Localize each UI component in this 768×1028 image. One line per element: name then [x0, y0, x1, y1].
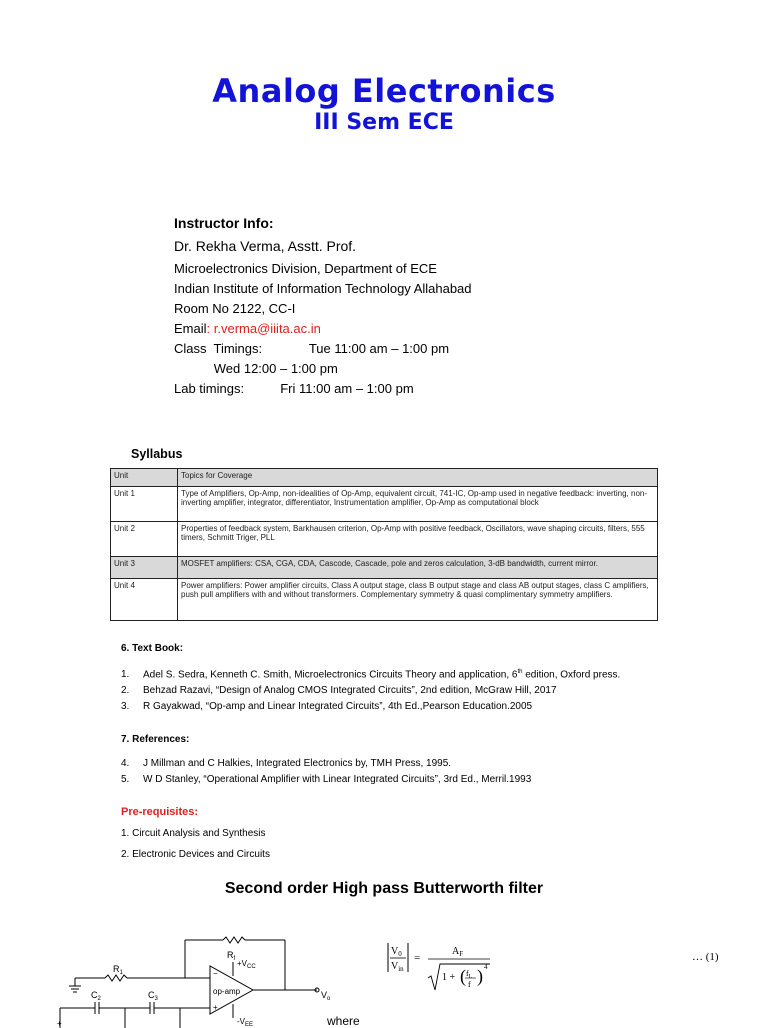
class-timings: Class Timings: Tue 11:00 am – 1:00 pm: [174, 341, 450, 356]
equals-sign: =: [414, 952, 421, 964]
filter-circuit-diagram: [55, 928, 355, 1028]
instructor-heading: Instructor Info:: [174, 215, 274, 231]
instructor-room: Room No 2122, CC-I: [174, 301, 296, 316]
table-row: [111, 522, 658, 557]
table-row: [111, 579, 658, 621]
page-title: Analog Electronics: [212, 72, 556, 110]
rhs-numerator: $A_F$: [452, 946, 464, 958]
syllabus-heading: Syllabus: [131, 447, 183, 461]
table-cell-topics: Power amplifiers: Power amplifier circuits, Class A output stage, class B output stage and class AB output stages, class C amplifiers, push pull amplifiers with and without transformers. Complementary symmetry & quasi complimentary symmetry amplifiers.: [178, 579, 658, 621]
table-cell-unit: Unit 3: [111, 557, 178, 579]
capacitor-chain: [60, 1002, 210, 1028]
r1-label: $R_1$: [113, 964, 123, 976]
opamp-label: op-amp: [213, 987, 241, 996]
textbook-heading: 6. Text Book:: [121, 643, 184, 654]
table-cell-topics: Type of Amplifiers, Op-Amp, non-idealities of Op-Amp, equivalent circuit, 741-IC, Op-amp used in negative feedback: inverting, non-inverting amplifier, integrator, differentiator, Instrumentation amplifier, Op-Amp as computational block: [178, 487, 658, 522]
table-cell-topics: Properties of feedback system, Barkhausen criterion, Op-Amp with positive feedback, Oscillators, wave shaping circuits, filters, 555 timers, Schmitt Triger, PLL: [178, 522, 658, 557]
list-item-number: 5.: [121, 774, 130, 785]
lhs-numerator: $V_0$: [391, 946, 402, 958]
list-item-number: 4.: [121, 758, 130, 769]
email-label: Email: [174, 321, 207, 336]
email-link[interactable]: : r.verma@iiita.ac.in: [206, 321, 321, 336]
table-cell-unit: Unit 1: [111, 487, 178, 522]
opamp-plus-label: +: [213, 1003, 218, 1012]
list-item-text: R Gayakwad, “Op-amp and Linear Integrated Circuits”, 4th Ed.,Pearson Education.2005: [143, 701, 533, 713]
syllabus-table: [110, 468, 658, 621]
lab-timings: Lab timings: Fri 11:00 am – 1:00 pm: [174, 381, 414, 396]
f-term: f: [468, 980, 471, 989]
list-item-text: Adel S. Sedra, Kenneth C. Smith, Microelectronics Circuits Theory and application, 6: [143, 669, 518, 681]
paren-left: (: [460, 966, 466, 986]
c2-label: $C_2$: [91, 990, 101, 1002]
list-item: [121, 683, 620, 699]
filter-title: Second order High pass Butterworth filter: [224, 880, 544, 897]
feedback-wire: [185, 937, 285, 990]
prerequisite-item: 2. Electronic Devices and Circuits: [121, 849, 270, 860]
vo-label: $V_o$: [321, 990, 331, 1002]
list-item-number: 1.: [121, 669, 130, 681]
instructor-division: Microelectronics Division, Department of ECE: [174, 261, 437, 276]
table-row: [111, 487, 658, 522]
input-plus-label: +: [57, 1019, 62, 1028]
references-heading: 7. References:: [121, 734, 190, 745]
list-item-text-after: edition, Oxford press.: [522, 669, 621, 681]
list-item-text: W D Stanley, “Operational Amplifier with Linear Integrated Circuits”, 3rd Ed., Merril.1993: [143, 774, 532, 785]
instructor-institute: Indian Institute of Information Technology Allahabad: [174, 281, 472, 296]
table-cell-unit: Unit 2: [111, 522, 178, 557]
transfer-function-equation: [382, 938, 502, 998]
list-item: [121, 772, 531, 788]
vee-label: $-V_{EE}$: [237, 1017, 254, 1028]
list-item: [121, 756, 531, 772]
prerequisite-item: 1. Circuit Analysis and Synthesis: [121, 828, 266, 839]
fl-term: $f_L$: [466, 969, 473, 980]
list-item-number: 3.: [121, 701, 130, 713]
page-subtitle: III Sem ECE: [314, 110, 454, 135]
list-item: [121, 699, 620, 715]
table-header-topics: Topics for Coverage: [178, 469, 658, 487]
list-item-number: 2.: [121, 685, 130, 697]
rf-label: $R_f$: [227, 950, 236, 962]
list-item-text: Behzad Razavi, “Design of Analog CMOS Integrated Circuits”, 2nd edition, McGraw Hill, 2017: [143, 685, 557, 697]
table-header-unit: Unit: [111, 469, 178, 487]
table-cell-unit: Unit 4: [111, 579, 178, 621]
list-item-text: J Millman and C Halkies, Integrated Electronics by, TMH Press, 1995.: [143, 758, 452, 769]
textbook-list: [121, 664, 620, 715]
instructor-name: Dr. Rekha Verma, Asstt. Prof.: [174, 238, 357, 254]
exponent: 4: [484, 963, 488, 971]
vcc-label: $+V_{CC}$: [237, 959, 256, 970]
lhs-denominator: $V_{in}$: [391, 961, 404, 973]
instructor-info: [174, 213, 472, 399]
table-row: [111, 557, 658, 579]
instructor-email: [174, 319, 472, 339]
rhs-one-plus: 1 +: [442, 972, 456, 983]
list-item: [121, 664, 620, 683]
class-timings-second: Wed 12:00 – 1:00 pm: [174, 361, 338, 376]
table-header-row: [111, 469, 658, 487]
references-list: [121, 756, 531, 788]
list-item-sup: th: [517, 669, 523, 675]
paren-right: ): [477, 966, 483, 986]
opamp-minus-label: −: [213, 969, 218, 978]
where-text: where: [327, 1014, 360, 1028]
equation-number: … (1): [692, 951, 719, 963]
c3-label: $C_3$: [148, 990, 158, 1002]
prerequisites-heading: Pre-requisites:: [121, 806, 199, 818]
table-cell-topics: MOSFET amplifiers: CSA, CGA, CDA, Cascode, Cascade, pole and zeros calculation, 3-dB bandwidth, current mirror.: [178, 557, 658, 579]
